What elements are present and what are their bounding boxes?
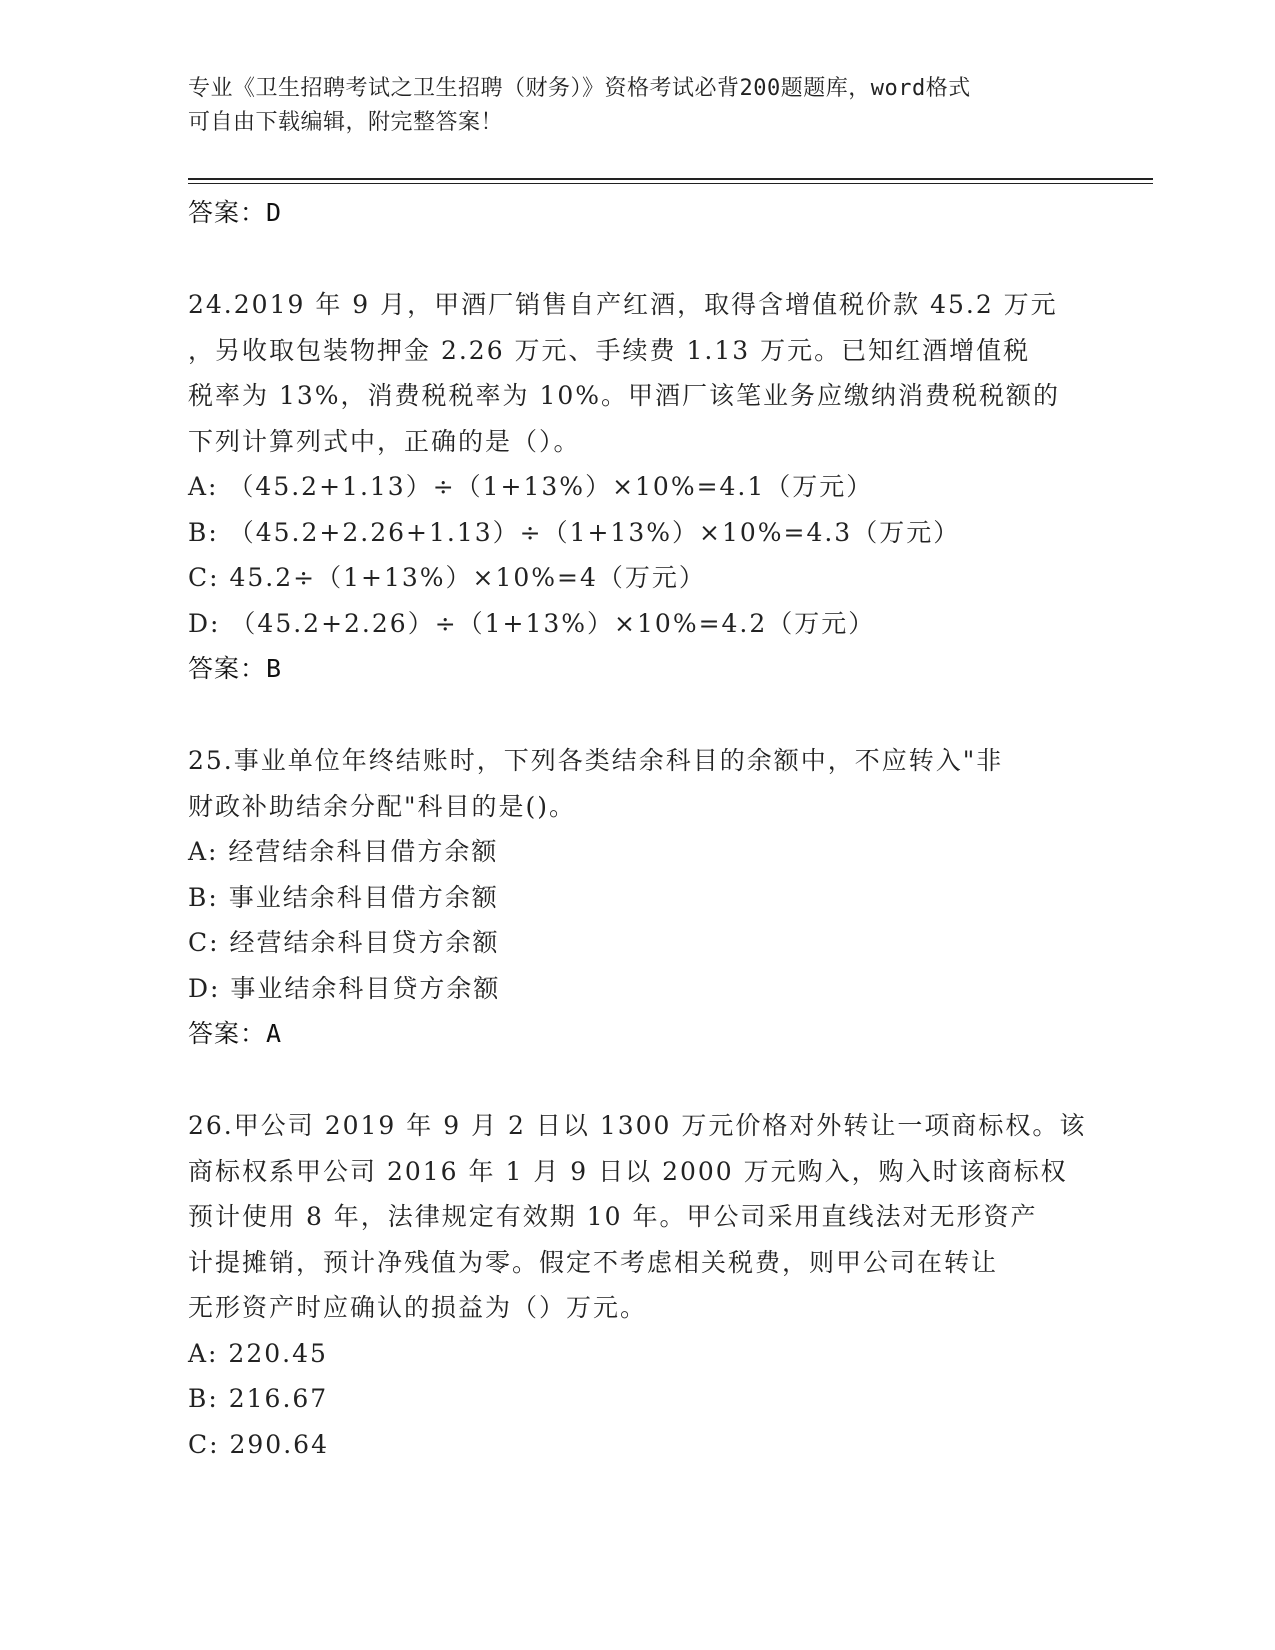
header-divider: [188, 178, 1153, 180]
document-body: [188, 190, 1088, 1467]
document-header: [188, 72, 1068, 140]
option-b: B: 216.67: [188, 1384, 329, 1413]
option-d: D: 事业结余科目贷方余额: [188, 973, 501, 1003]
question-text-line: 商标权系甲公司 2016 年 1 月 9 日以 2000 万元购入，购入时该商标权: [188, 1156, 1068, 1186]
question-text-line: 计提摊销，预计净残值为零。假定不考虑相关税费，则甲公司在转让: [188, 1247, 999, 1277]
question-text-line: 25.事业单位年终结账时，下列各类结余科目的余额中，不应转入"非: [188, 746, 1004, 775]
previous-answer: 答案：D: [188, 198, 283, 227]
option-d: D: （45.2+2.26）÷（1+13%）×10%=4.2（万元）: [188, 608, 876, 638]
option-b: B: 事业结余科目借方余额: [188, 882, 499, 912]
option-a: A: 经营结余科目借方余额: [188, 837, 499, 866]
answer-line: 答案：A: [188, 1019, 283, 1048]
question-text-line: 26.甲公司 2019 年 9 月 2 日以 1300 万元价格对外转让一项商标权。该: [188, 1111, 1087, 1140]
question-block: [188, 282, 1088, 692]
question-text-line: 无形资产时应确认的损益为（）万元。: [188, 1293, 648, 1322]
question-text-line: 24.2019 年 9 月，甲酒厂销售自产红酒，取得含增值税价款 45.2 万元: [188, 290, 1058, 319]
question-text-line: 财政补助结余分配"科目的是()。: [188, 791, 577, 821]
option-c: C: 290.64: [188, 1429, 329, 1459]
option-a: A: （45.2+1.13）÷（1+13%）×10%=4.1（万元）: [188, 472, 874, 501]
option-b: B: （45.2+2.26+1.13）÷（1+13%）×10%=4.3（万元）: [188, 517, 961, 547]
option-c: C: 45.2÷（1+13%）×10%=4（万元）: [188, 563, 706, 592]
question-text-line: 税率为 13%，消费税税率为 10%。甲酒厂该笔业务应缴纳消费税税额的: [188, 381, 1061, 410]
question-text-line: 下列计算列式中，正确的是（）。: [188, 426, 581, 456]
answer-line: 答案：B: [188, 654, 283, 683]
question-block: [188, 738, 1088, 1057]
question-block: [188, 1103, 1088, 1467]
option-c: C: 经营结余科目贷方余额: [188, 928, 500, 957]
question-text-line: 预计使用 8 年，法律规定有效期 10 年。甲公司采用直线法对无形资产: [188, 1202, 1038, 1231]
option-a: A: 220.45: [188, 1338, 328, 1368]
question-text-line: ，另收取包装物押金 2.26 万元、手续费 1.13 万元。已知红酒增值税: [188, 335, 1031, 365]
header-divider-thin: [188, 183, 1153, 184]
header-line-2: 可自由下载编辑，附完整答案！: [188, 110, 504, 135]
header-line-1: 专业《卫生招聘考试之卫生招聘（财务）》资格考试必背200题题库，word格式: [188, 76, 971, 101]
